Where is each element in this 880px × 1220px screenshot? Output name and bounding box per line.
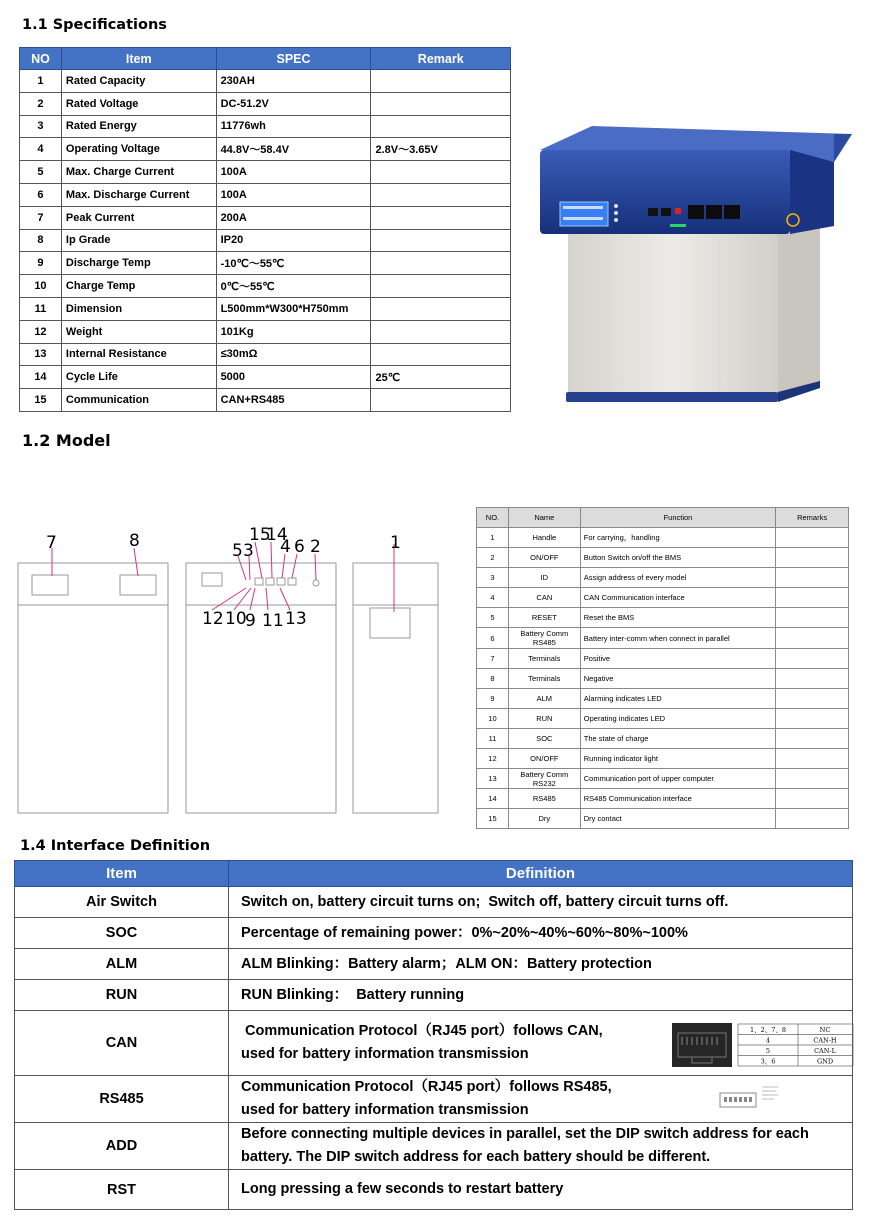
table-row	[477, 568, 849, 588]
spec-no-cell: 2	[20, 92, 62, 115]
table-row	[20, 70, 511, 93]
drawing-side-view	[353, 563, 438, 813]
function-no-cell: 15	[477, 809, 509, 829]
function-name-line1: SOC	[536, 733, 553, 743]
table-row	[477, 749, 849, 769]
table-header-row	[20, 48, 511, 70]
function-name-cell	[508, 749, 580, 769]
spec-item-cell: Weight	[61, 320, 216, 343]
table-row	[477, 648, 849, 668]
table-row	[15, 949, 853, 980]
spec-value-cell: 0℃～55℃	[216, 275, 371, 298]
header-spec: SPEC	[216, 48, 371, 70]
spec-remark-cell	[371, 343, 511, 366]
spec-no-cell: 5	[20, 161, 62, 184]
spec-item-cell: Rated Voltage	[61, 92, 216, 115]
callout-1: 1	[390, 533, 401, 553]
function-name-line1: Battery Comm	[520, 769, 569, 779]
pinout-pins-1: 4	[765, 1036, 771, 1045]
callout-11: 11	[262, 611, 284, 631]
callout-6: 6	[294, 537, 305, 557]
function-name-line2: RS232	[532, 778, 556, 788]
definition-line2: used for battery information transmission	[241, 1102, 529, 1118]
function-remarks-cell	[776, 668, 849, 688]
pinout-signal-2: CAN-L	[814, 1047, 836, 1055]
spec-item-cell: Discharge Temp	[61, 252, 216, 275]
header-remark: Remark	[371, 48, 511, 70]
table-row	[20, 366, 511, 389]
callout-5: 5	[232, 541, 243, 561]
header-name: Name	[508, 508, 580, 528]
spec-remark-cell	[371, 389, 511, 412]
battery-product-photo	[530, 122, 855, 406]
function-name-cell	[508, 608, 580, 628]
spec-remark-cell: 25℃	[371, 366, 511, 389]
function-remarks-cell	[776, 769, 849, 789]
spec-remark-cell	[371, 70, 511, 93]
table-row	[20, 92, 511, 115]
function-name-line1: Terminals	[528, 673, 561, 683]
function-name-cell	[508, 728, 580, 748]
spec-value-cell: L500mm*W300*H750mm	[216, 297, 371, 320]
callout-3: 3	[243, 541, 254, 561]
function-name-line1: Dry	[538, 814, 551, 824]
spec-value-cell: 11776wh	[216, 115, 371, 138]
spec-item-cell: Operating Voltage	[61, 138, 216, 161]
callout-8: 8	[129, 531, 140, 551]
spec-value-cell: DC-51.2V	[216, 92, 371, 115]
table-row	[20, 138, 511, 161]
function-remarks-cell	[776, 749, 849, 769]
function-name-cell	[508, 628, 580, 648]
function-remarks-cell	[776, 728, 849, 748]
spec-no-cell: 12	[20, 320, 62, 343]
callout-12: 12	[202, 609, 224, 629]
interface-item-cell: CAN	[15, 1011, 229, 1076]
header-item: Item	[15, 861, 229, 887]
spec-value-cell: 44.8V～58.4V	[216, 138, 371, 161]
drawing-top-view	[18, 563, 168, 813]
function-no-cell: 13	[477, 769, 509, 789]
function-name-cell	[508, 668, 580, 688]
callout-4: 4	[280, 537, 291, 557]
spec-no-cell: 9	[20, 252, 62, 275]
table-row	[477, 628, 849, 648]
function-name-cell	[508, 588, 580, 608]
definition-line1: Percentage of remaining power：0%~20%~40%~60%~80%~100%	[241, 924, 688, 941]
function-no-cell: 9	[477, 688, 509, 708]
function-desc-cell: Alarming indicates LED	[580, 688, 775, 708]
function-desc-cell: Battery inter-comm when connect in parallel	[580, 628, 775, 648]
callout-10: 10	[225, 609, 247, 629]
spec-remark-cell: 2.8V～3.65V	[371, 138, 511, 161]
function-no-cell: 10	[477, 708, 509, 728]
interface-item-cell: ADD	[15, 1123, 229, 1170]
function-no-cell: 14	[477, 789, 509, 809]
spec-value-cell: 100A	[216, 161, 371, 184]
pinout-signal-3: GND	[816, 1057, 834, 1066]
table-row	[20, 343, 511, 366]
spec-value-cell: IP20	[216, 229, 371, 252]
function-name-line1: Terminals	[528, 653, 561, 663]
function-name-cell	[508, 789, 580, 809]
header-remarks: Remarks	[776, 508, 849, 528]
function-no-cell: 6	[477, 628, 509, 648]
function-desc-cell: Negative	[580, 668, 775, 688]
callout-15: 15	[249, 525, 271, 545]
function-table	[476, 507, 849, 829]
spec-value-cell: CAN+RS485	[216, 389, 371, 412]
table-row	[15, 1123, 853, 1170]
spec-no-cell: 7	[20, 206, 62, 229]
function-desc-cell: CAN Communication interface	[580, 588, 775, 608]
table-row	[477, 708, 849, 728]
spec-item-cell: Communication	[61, 389, 216, 412]
function-desc-cell: RS485 Communication interface	[580, 789, 775, 809]
definition-line1: Communication Protocol（RJ45 port）follows RS485,	[241, 1079, 612, 1095]
interface-item-cell: ALM	[15, 949, 229, 980]
spec-no-cell: 13	[20, 343, 62, 366]
callout-13: 13	[285, 609, 307, 629]
table-row	[20, 206, 511, 229]
spec-no-cell: 11	[20, 297, 62, 320]
spec-value-cell: 200A	[216, 206, 371, 229]
rs485-port-illustration	[716, 1083, 786, 1113]
function-name-line1: RS485	[532, 794, 556, 804]
table-row	[20, 389, 511, 412]
callout-14: 14	[266, 525, 288, 545]
table-row	[477, 528, 849, 548]
function-remarks-cell	[776, 708, 849, 728]
spec-remark-cell	[371, 297, 511, 320]
function-no-cell: 11	[477, 728, 509, 748]
spec-item-cell: Dimension	[61, 297, 216, 320]
function-remarks-cell	[776, 688, 849, 708]
function-desc-cell: Operating indicates LED	[580, 708, 775, 728]
header-function: Function	[580, 508, 775, 528]
drawing-front-view	[186, 563, 336, 813]
interface-item-cell: SOC	[15, 918, 229, 949]
callout-2: 2	[310, 537, 321, 557]
spec-no-cell: 1	[20, 70, 62, 93]
function-name-line1: RESET	[531, 613, 557, 623]
model-outline-drawings	[10, 518, 460, 823]
table-row	[20, 183, 511, 206]
function-name-line1: ON/OFF	[530, 553, 559, 563]
definition-line1: ALM Blinking：Battery alarm；ALM ON：Battery protection	[241, 955, 652, 972]
function-remarks-cell	[776, 528, 849, 548]
specifications-table	[19, 47, 511, 412]
function-name-line1: ID	[540, 573, 549, 583]
function-name-cell	[508, 528, 580, 548]
function-no-cell: 3	[477, 568, 509, 588]
table-row	[20, 229, 511, 252]
table-row	[20, 297, 511, 320]
spec-value-cell: ≤30mΩ	[216, 343, 371, 366]
spec-value-cell: 101Kg	[216, 320, 371, 343]
function-name-line2: RS485	[532, 638, 556, 648]
spec-value-cell: 5000	[216, 366, 371, 389]
table-row	[477, 769, 849, 789]
pinout-signal-0: NC	[819, 1026, 831, 1034]
spec-no-cell: 8	[20, 229, 62, 252]
spec-value-cell: 230AH	[216, 70, 371, 93]
function-name-line1: Handle	[532, 533, 557, 543]
function-desc-cell: Running indicator light	[580, 749, 775, 769]
pinout-pins-2: 5	[765, 1047, 771, 1055]
function-no-cell: 12	[477, 749, 509, 769]
function-no-cell: 1	[477, 528, 509, 548]
function-desc-cell: For carrying，handling	[580, 528, 775, 548]
function-remarks-cell	[776, 789, 849, 809]
table-row	[20, 275, 511, 298]
definition-line1: Communication Protocol（RJ45 port）follows CAN,	[241, 1023, 603, 1039]
function-remarks-cell	[776, 588, 849, 608]
definition-line1: Long pressing a few seconds to restart battery	[241, 1181, 564, 1197]
interface-item-cell: RS485	[15, 1076, 229, 1123]
function-name-cell	[508, 548, 580, 568]
function-name-cell	[508, 769, 580, 789]
function-name-cell	[508, 708, 580, 728]
interface-item-cell: RUN	[15, 980, 229, 1011]
function-no-cell: 8	[477, 668, 509, 688]
function-remarks-cell	[776, 608, 849, 628]
spec-remark-cell	[371, 183, 511, 206]
spec-no-cell: 4	[20, 138, 62, 161]
spec-remark-cell	[371, 115, 511, 138]
definition-line1: Before connecting multiple devices in parallel, set the DIP switch address for each	[241, 1126, 809, 1142]
function-name-line1: RUN	[536, 713, 553, 723]
pinout-pins-0: 1、2、7、8	[749, 1026, 787, 1034]
interface-definition-cell	[229, 949, 853, 980]
spec-remark-cell	[371, 92, 511, 115]
spec-remark-cell	[371, 206, 511, 229]
table-row	[477, 608, 849, 628]
table-row	[15, 1170, 853, 1210]
function-no-cell: 2	[477, 548, 509, 568]
table-row	[477, 728, 849, 748]
function-remarks-cell	[776, 648, 849, 668]
spec-item-cell: Max. Charge Current	[61, 161, 216, 184]
table-row	[15, 918, 853, 949]
spec-no-cell: 15	[20, 389, 62, 412]
function-remarks-cell	[776, 809, 849, 829]
spec-no-cell: 6	[20, 183, 62, 206]
spec-item-cell: Peak Current	[61, 206, 216, 229]
interface-definition-cell	[229, 1170, 853, 1210]
spec-item-cell: Ip Grade	[61, 229, 216, 252]
table-row	[477, 668, 849, 688]
header-no: NO	[20, 48, 62, 70]
spec-remark-cell	[371, 275, 511, 298]
table-row	[20, 161, 511, 184]
definition-line2: used for battery information transmission	[241, 1046, 529, 1062]
function-name-cell	[508, 688, 580, 708]
section-title-interface: 1.4 Interface Definition	[20, 838, 211, 854]
function-desc-cell: Communication port of upper computer	[580, 769, 775, 789]
function-no-cell: 5	[477, 608, 509, 628]
interface-definition-cell	[229, 1123, 853, 1170]
interface-definition-cell	[229, 918, 853, 949]
interface-item-cell: RST	[15, 1170, 229, 1210]
function-desc-cell: Positive	[580, 648, 775, 668]
spec-remark-cell	[371, 320, 511, 343]
spec-no-cell: 3	[20, 115, 62, 138]
section-title-specifications: 1.1 Specifications	[22, 17, 167, 33]
definition-line2: battery. The DIP switch address for each battery should be different.	[241, 1149, 711, 1165]
table-header-row	[15, 861, 853, 887]
function-name-cell	[508, 809, 580, 829]
function-desc-cell: Assign address of every model	[580, 568, 775, 588]
callout-9: 9	[245, 611, 256, 631]
spec-no-cell: 14	[20, 366, 62, 389]
function-no-cell: 7	[477, 648, 509, 668]
pinout-signal-1: CAN-H	[813, 1036, 837, 1045]
definition-line1: RUN Blinking： Battery running	[241, 986, 465, 1003]
callout-7: 7	[46, 533, 57, 553]
function-name-line1: ON/OFF	[530, 754, 559, 764]
spec-item-cell: Rated Energy	[61, 115, 216, 138]
spec-item-cell: Rated Capacity	[61, 70, 216, 93]
spec-item-cell: Max. Discharge Current	[61, 183, 216, 206]
function-name-cell	[508, 648, 580, 668]
interface-definition-cell	[229, 887, 853, 918]
spec-no-cell: 10	[20, 275, 62, 298]
function-desc-cell: Dry contact	[580, 809, 775, 829]
table-header-row	[477, 508, 849, 528]
table-row	[15, 980, 853, 1011]
function-desc-cell: Reset the BMS	[580, 608, 775, 628]
table-row	[20, 320, 511, 343]
table-row	[20, 115, 511, 138]
function-desc-cell: The state of charge	[580, 728, 775, 748]
interface-definition-cell	[229, 980, 853, 1011]
section-title-model: 1.2 Model	[22, 431, 111, 450]
table-row	[477, 809, 849, 829]
pinout-pins-3: 3、6	[760, 1057, 776, 1066]
function-name-line1: Battery Comm	[520, 629, 569, 639]
function-desc-cell: Button Switch on/off the BMS	[580, 548, 775, 568]
function-name-line1: ALM	[536, 693, 553, 703]
function-remarks-cell	[776, 628, 849, 648]
table-row	[477, 588, 849, 608]
interface-item-cell: Air Switch	[15, 887, 229, 918]
header-definition: Definition	[229, 861, 853, 887]
function-no-cell: 4	[477, 588, 509, 608]
header-item: Item	[61, 48, 216, 70]
spec-remark-cell	[371, 161, 511, 184]
function-remarks-cell	[776, 548, 849, 568]
spec-value-cell: -10℃～55℃	[216, 252, 371, 275]
function-name-cell	[508, 568, 580, 588]
definition-line1: Switch on, battery circuit turns on; Switch off, battery circuit turns off.	[241, 893, 729, 910]
rj45-pinout-illustration	[660, 1023, 855, 1068]
spec-item-cell: Charge Temp	[61, 275, 216, 298]
function-name-line1: CAN	[536, 593, 553, 603]
table-row	[477, 548, 849, 568]
spec-item-cell: Cycle Life	[61, 366, 216, 389]
header-no: NO.	[477, 508, 509, 528]
table-row	[477, 688, 849, 708]
table-row	[477, 789, 849, 809]
table-row	[20, 252, 511, 275]
function-remarks-cell	[776, 568, 849, 588]
table-row	[15, 887, 853, 918]
spec-value-cell: 100A	[216, 183, 371, 206]
spec-remark-cell	[371, 252, 511, 275]
spec-remark-cell	[371, 229, 511, 252]
spec-item-cell: Internal Resistance	[61, 343, 216, 366]
